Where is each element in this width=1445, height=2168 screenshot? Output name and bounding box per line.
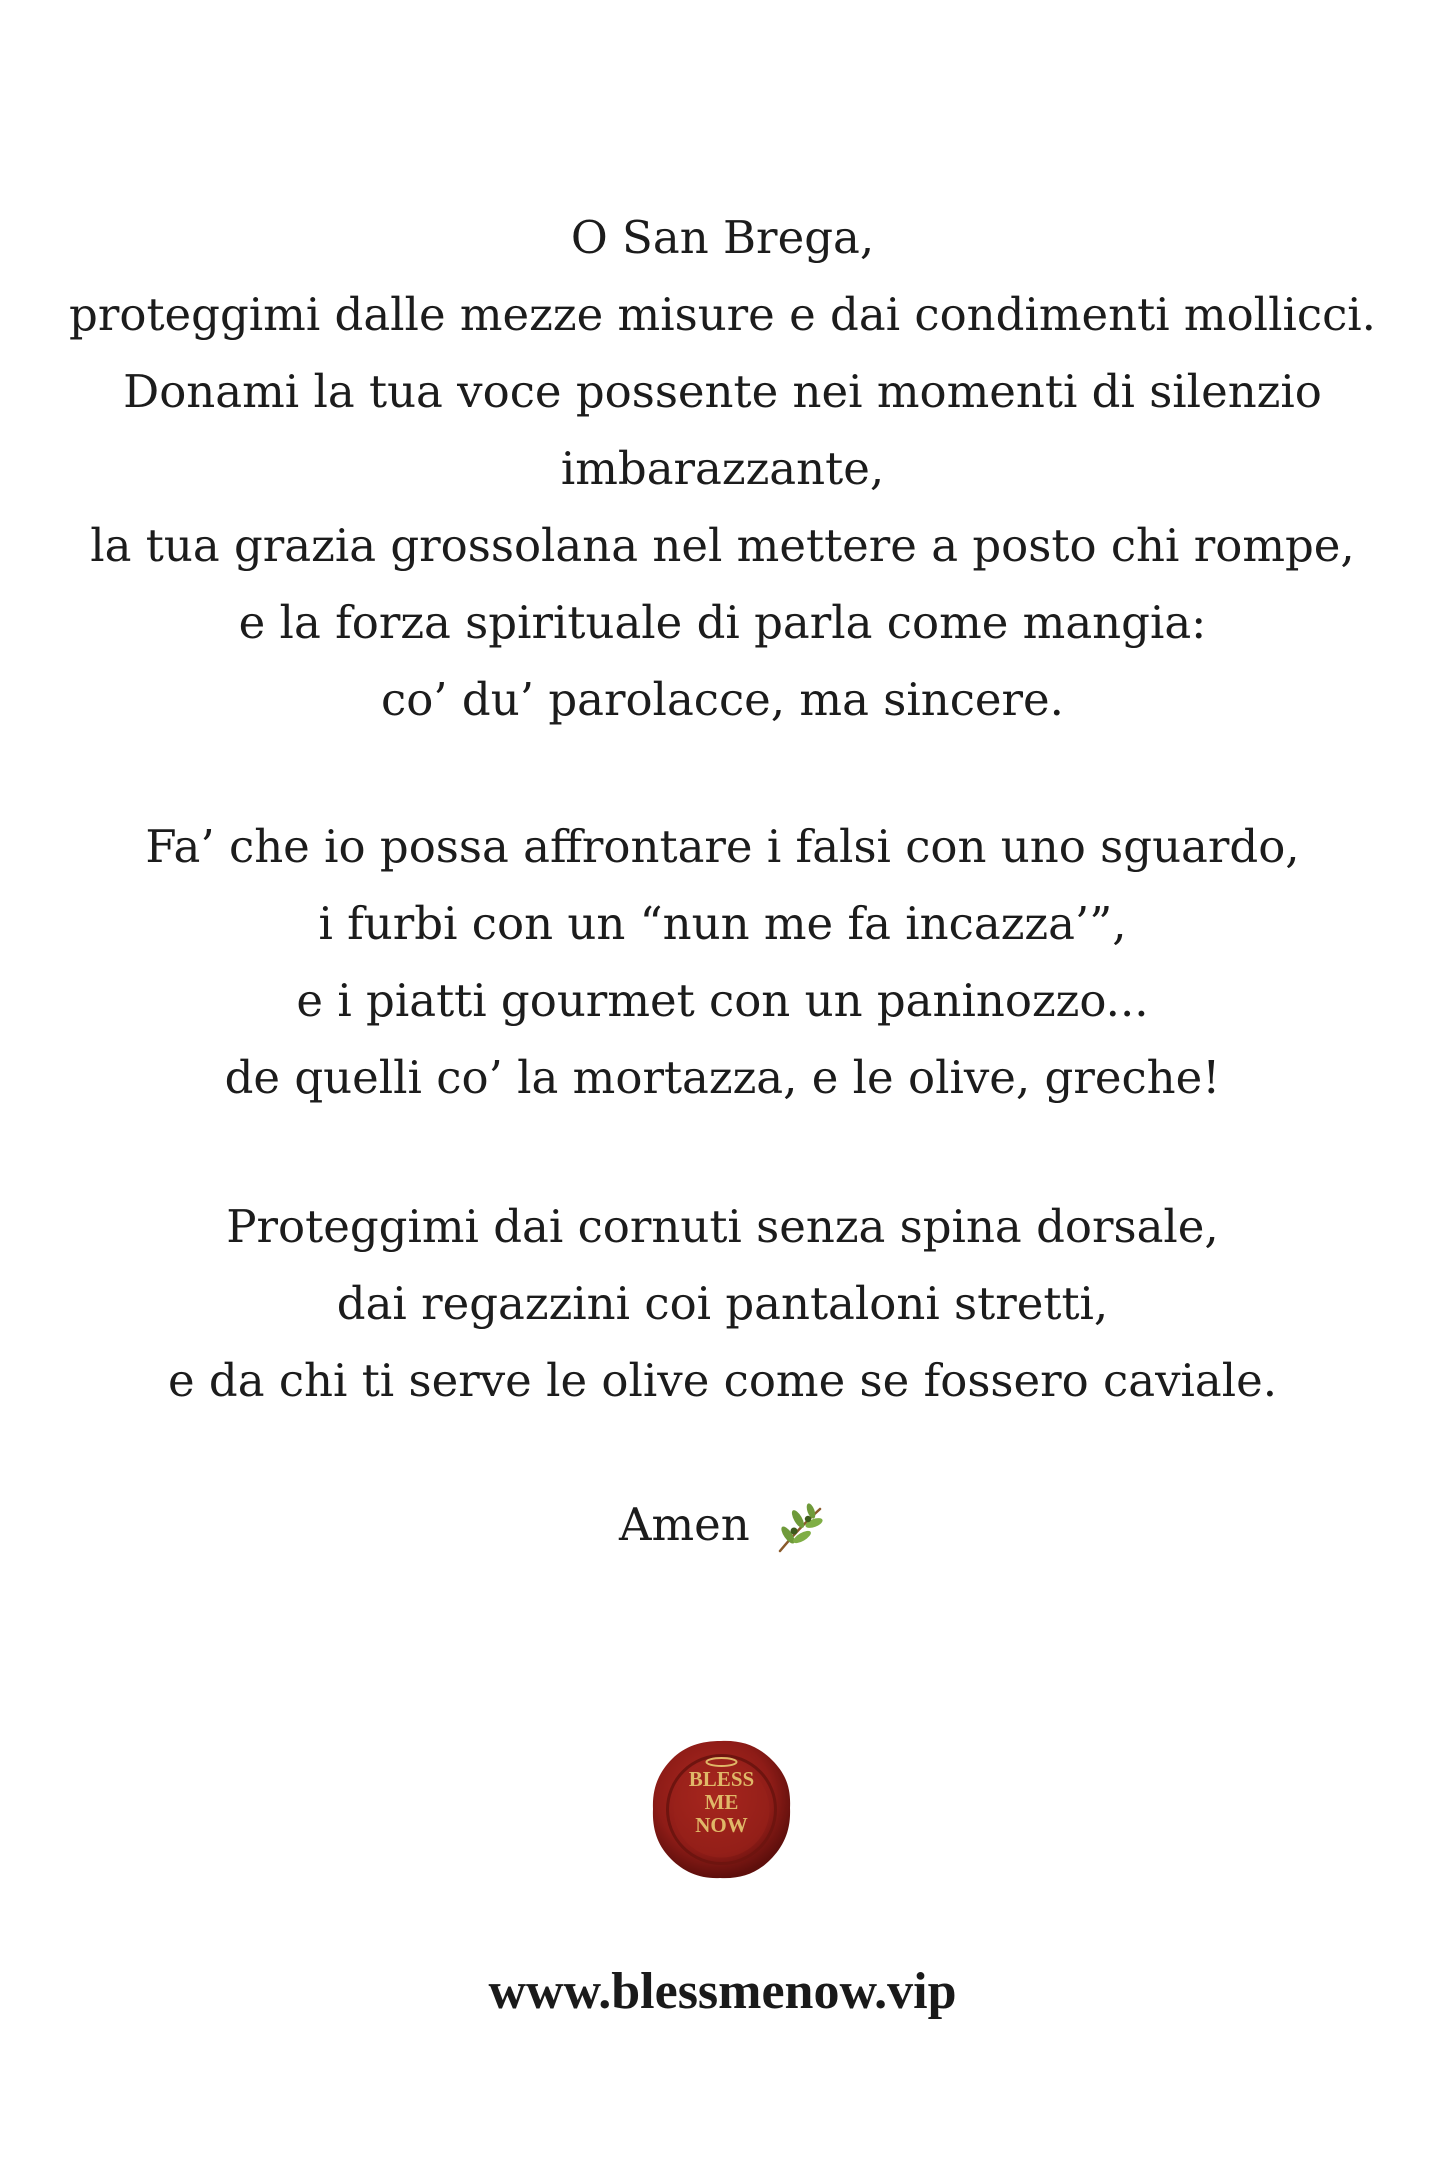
prayer-line: de quelli co’ la mortazza, e le olive, greche! (224, 1051, 1221, 1104)
prayer-line: Donami la tua voce possente nei momenti di silenzio (123, 365, 1322, 418)
seal-line: ME (704, 1790, 739, 1814)
prayer-line: proteggimi dalle mezze misure e dai condimenti mollicci. (69, 288, 1376, 341)
prayer-line: la tua grazia grossolana nel mettere a posto chi rompe, (90, 519, 1355, 572)
prayer-line: dai regazzini coi pantaloni stretti, (336, 1277, 1109, 1330)
prayer-line: i furbi con un “nun me fa incazza’”, (318, 897, 1127, 950)
olive-branch-icon (774, 1503, 826, 1555)
prayer-line: O San Brega, (570, 211, 875, 264)
prayer-line: e i piatti gourmet con un paninozzo... (296, 974, 1149, 1027)
seal-line: NOW (695, 1813, 748, 1837)
prayer-line: e da chi ti serve le olive come se fossero caviale. (167, 1354, 1278, 1407)
seal-line: BLESS (688, 1767, 755, 1791)
wax-seal-logo (650, 1738, 793, 1881)
prayer-line: Proteggimi dai cornuti senza spina dorsale, (226, 1200, 1219, 1253)
prayer-line: co’ du’ parolacce, ma sincere. (381, 673, 1064, 726)
seal-text (650, 1768, 793, 1837)
website-url[interactable]: www.blessmenow.vip (488, 1963, 957, 2020)
prayer-line: e la forza spirituale di parla come mangia: (238, 596, 1207, 649)
prayer-line: Fa’ che io possa affrontare i falsi con uno sguardo, (145, 820, 1300, 873)
amen-line (0, 1495, 1445, 1555)
prayer-line: imbarazzante, (560, 442, 885, 495)
amen-text: Amen (618, 1498, 750, 1551)
